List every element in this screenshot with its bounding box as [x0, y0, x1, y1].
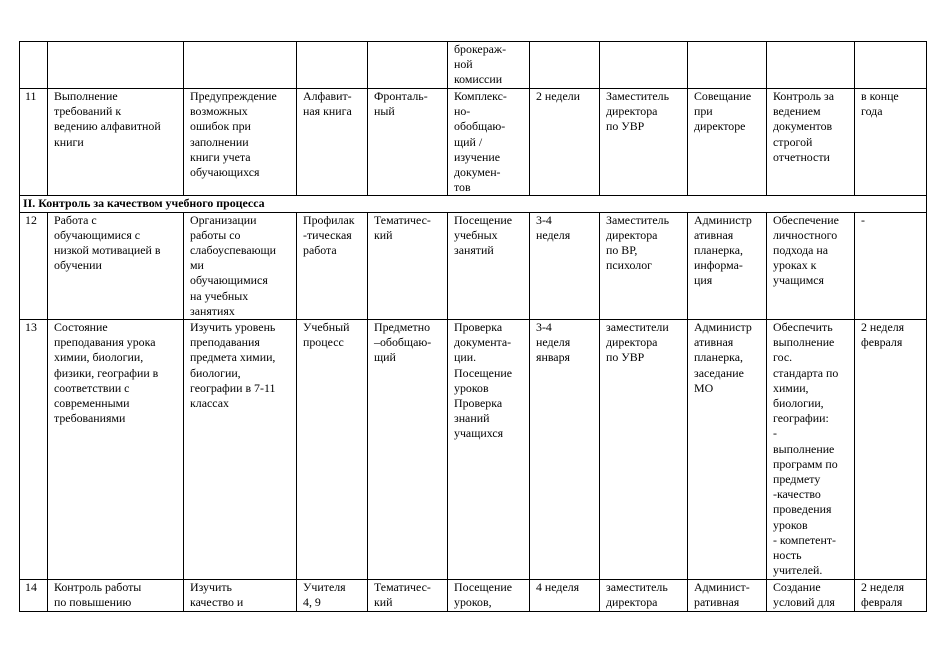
table-row [20, 212, 927, 319]
control-goal: Предупреждение возможных ошибок при заполнении книги учета обучающихся [184, 89, 297, 196]
section-header [20, 196, 927, 212]
recheck: - [855, 212, 927, 319]
control-type: Фронталь- ный [368, 89, 448, 196]
row-number [20, 42, 48, 89]
row-number: 11 [20, 89, 48, 196]
control-subject: Работа с обучающимися с низкой мотивацией в обучении [48, 212, 184, 319]
management-decision: Создание условий для [767, 580, 855, 612]
recheck: 2 неделя февраля [855, 320, 927, 580]
control-subject: Контроль работы по повышению [48, 580, 184, 612]
control-goal: Изучить качество и [184, 580, 297, 612]
control-subject: Выполнение требований к ведению алфавитной книги [48, 89, 184, 196]
summary-place: Администр ативная планерка, заседание МО [688, 320, 767, 580]
plan-table [19, 41, 927, 612]
table-row [20, 580, 927, 612]
responsible: заместитель директора [600, 580, 688, 612]
row-number: 12 [20, 212, 48, 319]
summary-place [688, 42, 767, 89]
control-subject: Состояние преподавания урока химии, биологии, физики, географии в соответствии с современными требованиями [48, 320, 184, 580]
table-row [20, 320, 927, 580]
control-period: 4 неделя [530, 580, 600, 612]
responsible: заместители директора по УВР [600, 320, 688, 580]
summary-place: Совещание при директоре [688, 89, 767, 196]
control-method: Проверка документа- ции. Посещение уроков Проверка знаний учащихся [448, 320, 530, 580]
control-object: Учителя 4, 9 [297, 580, 368, 612]
section-title: II. Контроль за качеством учебного процесса [20, 196, 927, 212]
control-goal: Организации работы со слабоуспевающи ми обучающимися на учебных занятиях [184, 212, 297, 319]
responsible: Заместитель директора по УВР [600, 89, 688, 196]
management-decision: Обеспечение личностного подхода на уроках к учащимся [767, 212, 855, 319]
control-object: Профилак -тическая работа [297, 212, 368, 319]
control-method: Посещение уроков, [448, 580, 530, 612]
control-type: Предметно –обобщаю- щий [368, 320, 448, 580]
control-goal [184, 42, 297, 89]
management-decision [767, 42, 855, 89]
control-type: Тематичес- кий [368, 212, 448, 319]
control-method: Комплекс- но- обобщаю- щий / изучение докумен- тов [448, 89, 530, 196]
recheck: 2 неделя февраля [855, 580, 927, 612]
control-method: брокераж- ной комиссии [448, 42, 530, 89]
table-row [20, 42, 927, 89]
control-object: Алфавит- ная книга [297, 89, 368, 196]
table-row [20, 89, 927, 196]
control-object [297, 42, 368, 89]
control-goal: Изучить уровень преподавания предмета химии, биологии, географии в 7-11 классах [184, 320, 297, 580]
control-period: 2 недели [530, 89, 600, 196]
row-number: 13 [20, 320, 48, 580]
control-subject [48, 42, 184, 89]
summary-place: Администр ативная планерка, информа- ция [688, 212, 767, 319]
recheck [855, 42, 927, 89]
recheck: в конце года [855, 89, 927, 196]
control-period: 3-4 неделя января [530, 320, 600, 580]
management-decision: Обеспечить выполнение гос. стандарта по химии, биологии, географии: - выполнение программ по предмету -качество проведения уроков - компетент- ность учителей. [767, 320, 855, 580]
control-method: Посещение учебных занятий [448, 212, 530, 319]
control-object: Учебный процесс [297, 320, 368, 580]
control-period: 3-4 неделя [530, 212, 600, 319]
management-decision: Контроль за ведением документов строгой отчетности [767, 89, 855, 196]
responsible [600, 42, 688, 89]
row-number: 14 [20, 580, 48, 612]
summary-place: Админист- ративная [688, 580, 767, 612]
control-period [530, 42, 600, 89]
control-type [368, 42, 448, 89]
control-type: Тематичес- кий [368, 580, 448, 612]
responsible: Заместитель директора по ВР, психолог [600, 212, 688, 319]
